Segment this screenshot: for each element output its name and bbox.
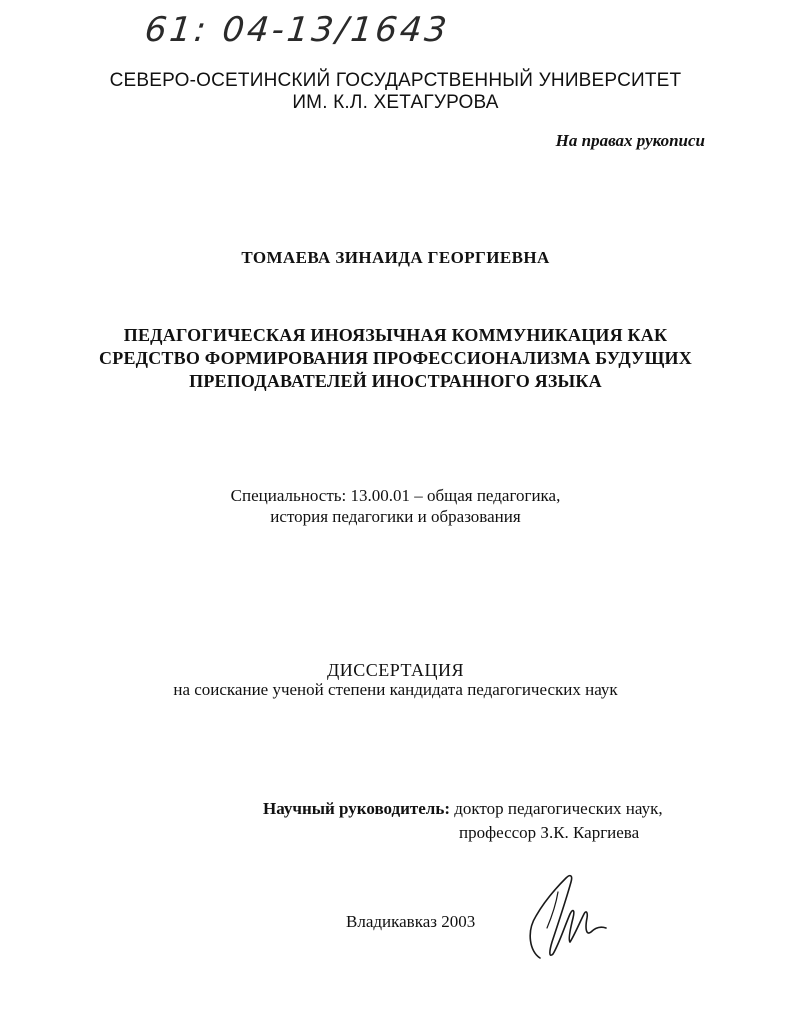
- signature-icon: [512, 872, 612, 964]
- city-year: Владикавказ 2003: [346, 912, 476, 931]
- dissertation-title: [0, 324, 791, 393]
- title-line-1: ПЕДАГОГИЧЕСКАЯ ИНОЯЗЫЧНАЯ КОММУНИКАЦИЯ КАК: [123, 325, 668, 345]
- author-name: ТОМАЕВА ЗИНАИДА ГЕОРГИЕВНА: [241, 248, 550, 267]
- title-line-3: ПРЕПОДАВАТЕЛЕЙ ИНОСТРАННОГО ЯЗЫКА: [189, 371, 602, 391]
- supervisor-degree: доктор педагогических наук,: [454, 799, 663, 818]
- dissertation-heading: ДИССЕРТАЦИЯ: [326, 660, 465, 680]
- manuscript-note: На правах рукописи: [555, 131, 705, 150]
- university-line-1: СЕВЕРО-ОСЕТИНСКИЙ ГОСУДАРСТВЕННЫЙ УНИВЕРСИТЕТ: [109, 70, 682, 91]
- dissertation-block: [0, 660, 791, 700]
- university-line-2: ИМ. К.Л. ХЕТАГУРОВА: [292, 92, 499, 113]
- university-name: [0, 70, 791, 114]
- supervisor-block: [263, 797, 663, 845]
- supervisor-line-1: [263, 797, 663, 821]
- supervisor-name: профессор З.К. Каргиева: [459, 823, 640, 842]
- supervisor-label: Научный руководитель:: [263, 799, 450, 818]
- specialty-line-1: Специальность: 13.00.01 – общая педагогика,: [230, 486, 561, 505]
- specialty-line-2: история педагогики и образования: [270, 507, 521, 526]
- specialty: [0, 485, 791, 527]
- archive-number: 61: 04-13/1643: [142, 10, 452, 50]
- dissertation-subheading: на соискание ученой степени кандидата педагогических наук: [173, 680, 618, 699]
- title-line-2: СРЕДСТВО ФОРМИРОВАНИЯ ПРОФЕССИОНАЛИЗМА БУДУЩИХ: [99, 348, 692, 368]
